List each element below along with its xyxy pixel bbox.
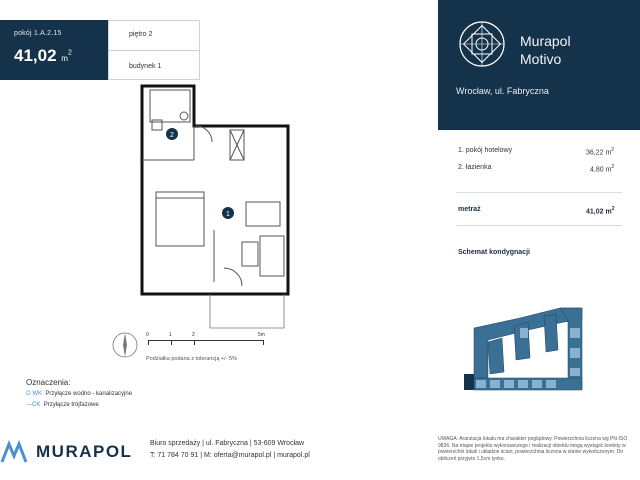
unit-area: 41,02 $m^2$ — [14, 46, 72, 65]
scale-bar — [148, 340, 264, 345]
room-row: 2. łazienka — [458, 164, 492, 171]
unit-meta-box — [108, 20, 200, 80]
legend-title: Oznaczenia: — [26, 378, 71, 387]
sales-office-address: Biuro sprzedaży | ul. Fabryczna | 53-609 Wrocław — [150, 440, 305, 447]
scale-tolerance-note: Podziałka podana z tolerancją +/- 5% — [146, 356, 237, 362]
legend-item: —CK Przyłącze trójfazowe — [26, 402, 99, 408]
legend-item: O WK Przyłącze wodno - kanalizacyjne — [26, 391, 133, 397]
total-area-value: 41,02 $m^2$ — [586, 206, 615, 216]
apartment-floor-plan — [134, 82, 294, 332]
meta-divider — [109, 50, 199, 51]
scale-tick: 5m — [258, 332, 265, 338]
total-area-label: metraż — [458, 206, 481, 213]
development-location: Wrocław, ul. Fabryczna — [456, 86, 549, 96]
table-divider — [456, 192, 622, 193]
contact-details: T: 71 784 70 91 | M: oferta@murapol.pl | murapol.pl — [150, 452, 310, 459]
motivo-logo-icon — [458, 20, 506, 68]
floor-scheme-diagram — [460, 298, 630, 398]
compass-icon — [108, 328, 142, 362]
building-label: budynek 1 — [129, 63, 162, 70]
brand-panel — [438, 0, 640, 130]
unit-summary-box — [0, 20, 108, 80]
table-divider — [456, 225, 622, 226]
room-area: 36,22 $m^2$ — [586, 147, 615, 157]
room-area: 4,80 $m^2$ — [590, 164, 615, 174]
murapol-logo-icon — [0, 440, 30, 464]
disclaimer-note: UWAGA: Aranżacja lokalu ma charakter poglądowy. Powierzchnia liczona wg PN-ISO 9836. Na etapie projektu wykonawczego i realizacji obiektu mogą wystąpić korekty w powierzchni lokali i układzie ścian, powierzchnia liczona w stanie wykończonym. Do obliczeń przyjęto 1,5cm tynku. — [438, 436, 628, 462]
floor-label: piętro 2 — [129, 31, 153, 38]
scale-tick: 0 — [146, 332, 149, 338]
floor-scheme-title: Schemat kondygnacji — [458, 249, 530, 256]
unit-id: pokój 1.A.2.15 — [14, 30, 62, 37]
room-marker-1-label: 1 — [226, 211, 230, 218]
room-row: 1. pokój hotelowy — [458, 147, 513, 154]
murapol-logo-text: MURAPOL — [36, 442, 133, 461]
scale-tick: 2 — [192, 332, 195, 338]
unit-highlight — [464, 374, 474, 390]
scale-tick: 1 — [169, 332, 172, 338]
development-name: Murapol Motivo — [520, 33, 571, 67]
room-marker-2-label: 2 — [170, 132, 174, 139]
